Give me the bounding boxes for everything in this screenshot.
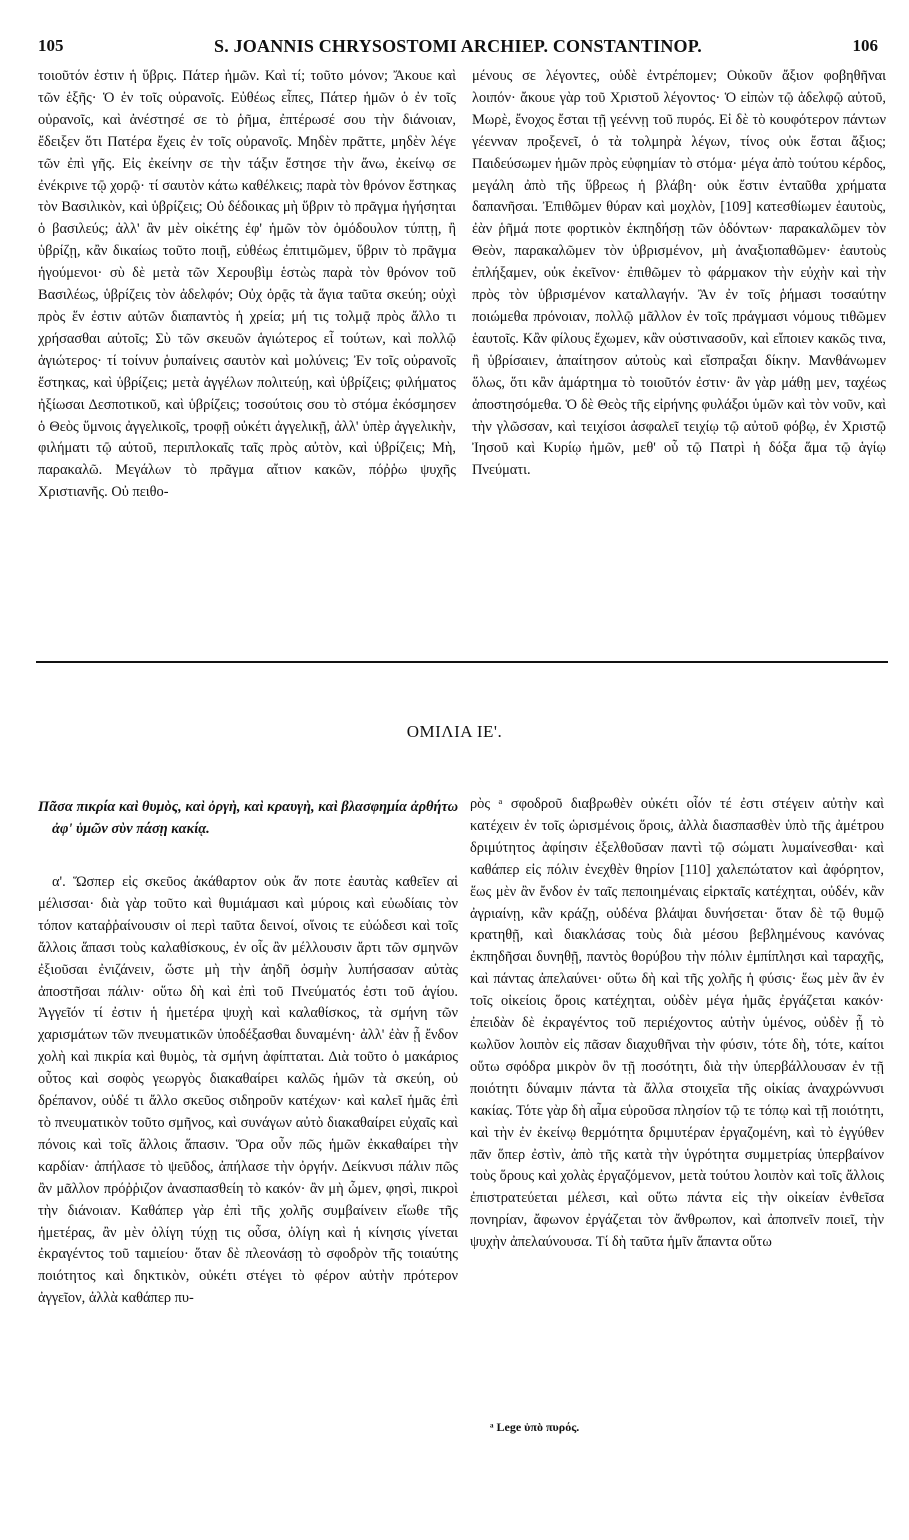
column-left-top [38, 66, 456, 504]
section-divider [36, 661, 888, 663]
column-left-bottom [38, 796, 458, 1310]
footnote: ᵃ Lege ὑπὸ πυρός. [490, 1420, 580, 1434]
column-right-top-text: μένους σε λέγοντες, οὐδὲ ἐντρέπομεν; Οὐκοῦν ἄξιον φοβηθῆναι λοιπόν· ἄκουε γὰρ τοῦ Χριστοῦ λέγοντος· Ὁ εἰπὼν τῷ ἀδελφῷ αὐτοῦ, Μωρὲ, ἔνοχος ἔσται τῇ γεέννῃ τοῦ πυρός. Εἰ δὲ τὸ κουφότερον πάντων γέενναν προξενεῖ, ὁ τὰ τολμηρὰ λέγων, τίνος οὐκ ἔσται ἄξιος; Παιδεύσωμεν ἡμῶν πρὸς εὐφημίαν τὸ στόμα· μέγα ἀπὸ τούτου κέρδος, μεγάλη ἀπὸ τῆς ὕβρεως ἡ βλάβη· οὐκ ἔστιν ἐνταῦθα χρήματα δαπανῆσαι. Ἐπιθῶμεν θύραν καὶ μοχλὸν, [109] κατεσθίωμεν ἑαυτοὺς, ἐὰν ῥῆμά ποτε φορτικὸν ἐκπηδήσῃ τῶν ὀδόντων· παρακαλῶμεν τὸν Θεὸν, παρακαλῶμεν τὸν ὑβρισμένον, μὴ ἀναξιοπαθῶμεν· ἑαυτοὺς ἐπλήξαμεν, οὐκ ἐκεῖνον· ἐπιθῶμεν τὸ φάρμακον τὴν εὐχὴν καὶ τὴν πρὸς τὸν ὑβρισμένον καταλλαγήν. Ἂν ἐν τοῖς ῥήμασι τοσαύτην ποιώμεθα πρόνοιαν, πολλῷ μᾶλλον ἐν τοῖς πράγμασι νόμους τιθῶμεν ἑαυτοῖς. Κἂν φίλους ἔχωμεν, κἂν οὑστινασοῦν, καὶ εἴποιεν κακῶς τινα, ἢ ὑβρίσαιεν, ἀπαίτησον αὐτοὺς καὶ εἴσπραξαι δίκην. Μανθάνωμεν ὅλως, ὅτι κἂν ἁμάρτημα τὸ τοιοῦτόν ἐστιν· ἂν γὰρ μάθῃ μεν, ταχέως ἀποστησόμεθα. Ὁ δὲ Θεὸς τῆς εἰρήνης φυλάξοι ὑμῶν καὶ τὸν νοῦν, καὶ τὴν γλῶσσαν, καὶ τειχίσοι ἀσφαλεῖ τειχίῳ τῷ αὐτοῦ φόβῳ, ἐν Χριστῷ Ἰησοῦ καὶ Κυρίῳ ἡμῶν, μεθ' οὗ τῷ Πατρὶ ἡ δόξα ἅμα τῷ ἁγίῳ Πνεύματι. [472, 68, 886, 479]
running-title: S. JOANNIS CHRYSOSTOMI ARCHIEP. CONSTANTINOP. [214, 36, 702, 56]
column-right-top [472, 66, 886, 482]
homily-title: ΟΜΙΛΙΑ ΙΕ'. [406, 722, 503, 741]
column-left-bottom-text: α'. Ὥσπερ εἰς σκεῦος ἀκάθαρτον οὐκ ἄν ποτε ἑαυτὰς καθεῖεν αἱ μέλισσαι· διὰ γὰρ τοῦτο καὶ θυμιάμασι καὶ μύροις καὶ εὐωδίαις τὸν τόπον καταῤῥαίνουσιν οἱ περὶ ταῦτα δεινοί, οἵνοις τε εὐώδεσι καὶ τοῖς ἄλλοις ἅπασι τοὺς καλαθίσκους, ἐν οἷς ἂν μέλλουσιν ἄρτι τῶν σμηνῶν ἐξιοῦσαι ἐνιζάνειν, ὥστε μὴ τὴν ἀηδῆ ὀσμὴν λυπήσασαν αὐτὰς ἀποστῆσαι πάλιν· οὕτω δὴ καὶ ἐπὶ τοῦ Πνεύματός ἐστι τοῦ ἁγίου. Ἀγγεῖόν τί ἐστιν ἡ ἡμετέρα ψυχὴ καὶ καλαθίσκος, τὰ σμήνη τῶν χαρισμάτων τῶν πνευματικῶν ὑποδέξασθαι δυναμένη· ἀλλ' ἐὰν ᾖ ἔνδον χολὴ καὶ πικρία καὶ θυμὸς, τὰ σμήνη ἀφίπταται. Διὰ τοῦτο ὁ μακάριος οὗτος καὶ σοφὸς γεωργὸς διακαθαίρει καλῶς ἡμῶν τὰ σκεύη, οὐ δρέπανον, οὐδέ τι ἄλλο σκεῦος σιδηροῦν κατέχων· καὶ καλεῖ ἡμᾶς ἐπὶ τὸ πνευματικὸν τοῦτο σμῆνος, καὶ συνάγων αὐτὸ διακαθαίρει εὐχαῖς καὶ πόνοις καὶ τοῖς ἄλλοις ἅπασιν. Ὅρα οὖν πῶς ἡμῶν ἐκκαθαίρει τὴν καρδίαν· ἀπήλασε τὸ ψεῦδος, ἀπήλασε τὴν ὀργήν. Δείκνυσι πάλιν πῶς ἂν μᾶλλον πρόῤῥιζον ἀνασπασθείη τὸ κακόν· ἂν μὴ ὦμεν, φησὶ, πικροὶ τὴν διάνοιαν. Καθάπερ γὰρ ἐπὶ τῆς χολῆς συμβαίνειν εἴωθε τῆς ἡμετέρας, ἂν μὲν ὀλίγη τύχῃ τις οὖσα, ὀλίγη καὶ ἡ κίνησις γίνεται ἐκραγέντος τοῦ ταμιείου· ὅταν δὲ πλεονάσῃ τὸ σφοδρὸν τῆς τοιαύτης ποιότητος καὶ δηκτικὸν, οὐκέτι στέγει τὸ φέρον αὐτὴν πρότερον ἀγγεῖον, ἀλλὰ καθάπερ πυ- [38, 874, 458, 1307]
page-number-right: 106 [852, 36, 878, 55]
column-right-bottom [470, 794, 884, 1254]
page-number-left: 105 [38, 36, 64, 55]
column-left-top-text: τοιοῦτόν ἐστιν ἡ ὕβρις. Πάτερ ἡμῶν. Καὶ τί; τοῦτο μόνον; Ἄκουε καὶ τῶν ἑξῆς· Ὁ ἐν τοῖς οὐρανοῖς. Εὐθέως εἶπες, Πάτερ ἡμῶν ὁ ἐν τοῖς οὐρανοῖς, καὶ ἀνέστησέ σε τὸ ῥῆμα, ἐπτέρωσέ σου τὴν διάνοιαν, ἔδειξεν ὅτι Πατέρα ἔχεις ἐν τοῖς οὐρανοῖς. Μηδὲν πρᾶττε, μηδὲν λέγε τῶν ἐπὶ γῆς. Εἰς ἐκείνην σε τὴν τάξιν ἔστησε τὴν ἄνω, ἐκείνῳ σε ἐνέκρινε τῷ χορῷ· τί σαυτὸν κάτω καθέλκεις; παρὰ τὸν θρόνον ἕστηκας τὸν Βασιλικὸν, καὶ ὑβρίζεις; Οὐ δέδοικας μὴ ὕβριν τὸ πρᾶγμα ἡγήσηται ὁ βασιλεύς; ἀλλ' ἂν μὲν οἰκέτης ἐφ' ἡμῶν τὸν ὁμόδουλον τύπτῃ, ἢ ὑβρίζῃ, κἂν δικαίως τοῦτο ποιῇ, εὐθέως ἐπιτιμῶμεν, ὕβριν τὸ πρᾶγμα ἡγούμενοι· σὺ δὲ μετὰ τῶν Χερουβὶμ ἑστὼς παρὰ τὸν θρόνον τοῦ Βασιλέως, ὑβρίζεις τὸν ἀδελφόν; Οὐχ ὁρᾷς τὰ ἅγια ταῦτα σκεύη; οὐχὶ πρὸς ἕν ἐστιν αὐτῶν διαπαντὸς ἡ χρεία; μή τις τολμᾷ πρὸς ἄλλο τι χρήσασθαι αὐτοῖς; Σὺ τῶν σκευῶν ἁγιώτερος εἶ τούτων, καὶ πολλῷ ἁγιώτερος· τί τοίνυν ῥυπαίνεις σαυτὸν καὶ μολύνεις; Ἐν τοῖς οὐρανοῖς ἕστηκας, καὶ ὑβρίζεις; μετὰ ἀγγέλων πολιτεύῃ, καὶ ὑβρίζεις; φιλήματος ἠξίωσαι Δεσποτικοῦ, καὶ ὑβρίζεις; τοσούτοις σου τὸ στόμα ἐκόσμησεν ὁ Θεὸς ὕμνοις ἀγγελικοῖς, τροφῇ οὐκέτι ἀγγελικῇ, ἀλλ' ὑπὲρ ἀγγελικὴν, φιλήματι τῷ αὐτοῦ, περιπλοκαῖς ταῖς πρὸς αὐτὸν, καὶ ὑβρίζεις; Μὴ, παρακαλῶ. Μεγάλων τὸ πρᾶγμα αἴτιον κακῶν, πόῤῥω ψυχῆς Χριστιανῆς. Οὐ πειθο- [38, 68, 456, 501]
homily-epigraph: Πᾶσα πικρία καὶ θυμὸς, καὶ ὀργὴ, καὶ κραυγὴ, καὶ βλασφημία ἀρθήτω ἀφ' ὑμῶν σὺν πάσῃ κακίᾳ. [38, 799, 458, 837]
running-header [38, 36, 878, 58]
column-right-bottom-text: ρὸς ᵃ σφοδροῦ διαβρωθὲν οὐκέτι οἷόν τέ ἐστι στέγειν αὐτὴν καὶ κατέχειν ἐν τοῖς ὡρισμένοις ὅροις, ἀλλὰ διασπασθὲν ὑπὸ τῆς ἀμέτρου δριμύτητος ἀφίησιν ἐξελθοῦσαν παντὶ τῷ σώματι λυμαίνεσθαι· καὶ καθάπερ εἰς πόλιν ἐνεχθὲν θηρίον [110] χαλεπώτατον καὶ ἀφόρητον, ἕως μὲν ἂν ἔνδον ἐν ταῖς πεποιημέναις εἱρκταῖς κατέχηται, οὐδέν, κἂν ἀγριαίνῃ, κἂν κράζῃ, οὐδένα βλάψαι δυνήσεται· ὅταν δὲ τῷ θυμῷ κρατηθῇ, καὶ διακλάσας τοὺς διὰ μέσου βεβλημένους κανόνας ἐκπηδῆσαι δυνηθῇ, παντὸς θορύβου τὴν πόλιν ἐμπίπλησι καὶ ταραχῆς, καὶ πάντας ἀπελαύνει· οὕτω δὴ καὶ τῆς χολῆς ἡ φύσις· ἕως μὲν ἂν ἐν τοῖς οἰκείοις ὅροις κατέχηται, οὐδὲν μέγα ἡμᾶς ἐργάζεται κακόν· ἐπειδὰν δὲ ἐκραγέντος τοῦ περιέχοντος αὐτὴν ὑμένος, οὐδὲν ᾖ τὸ κωλῦον λοιπὸν εἰς πᾶσαν διαχυθῆναι τὴν φύσιν, τότε δὴ, τότε, καίτοι οὕτω σφόδρα μικρὸν ὂν τῇ ποσότητι, διὰ τὴν ὑπερβάλλουσαν ἐν τῇ ποιότητι δύναμιν πάντα τὰ ἄλλα στοιχεῖα τῆς οἰκίας ἀναχρώννυσι κακίας. Τότε γὰρ δὴ αἷμα εὑροῦσα πλησίον τῷ τε τόπῳ καὶ τῇ ποιότητι, καὶ τὴν ἐν ἐκείνῳ θερμότητα δριμυτέραν ἐργαζομένη, καὶ τὸ ἐγγύθεν πᾶν ὅπερ ἐστὶν, ἀπὸ τῆς κατὰ τὴν ὑγρότητα συμμετρίας ὑπερβαίνον τοὺς ὅρους καὶ χολὰς ἐργαζόμενον, μετὰ τούτου λοιπὸν καὶ τοῖς ἄλλοις ἐπιστρατεύεται μέλεσι, καὶ οὕτω πάντα εἰς τὴν οἰκείαν ἐνθεῖσα πονηρίαν, ἄφωνον ἐργάζεται τὸν ἄνθρωπον, καὶ ἀποπνεῖν ποιεῖ, τὴν ψυχὴν ἀπελαύνουσα. Τί δὴ ταῦτα ἡμῖν ἅπαντα οὕτω [470, 796, 884, 1251]
